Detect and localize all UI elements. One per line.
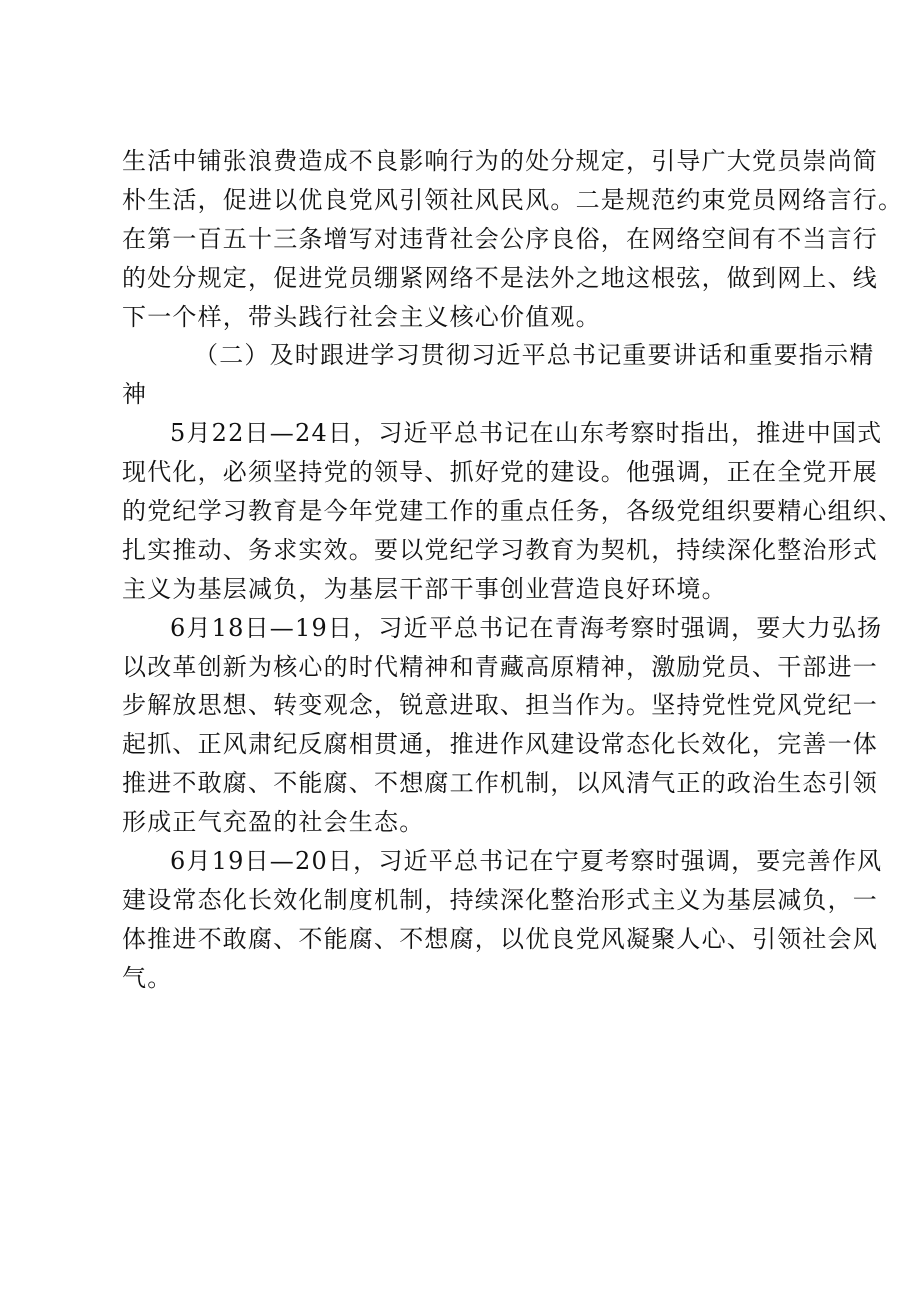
text-line: 6月19日—20日，习近平总书记在宁夏考察时强调，要完善作风 (170, 847, 883, 876)
text-line: 现代化，必须坚持党的领导、抓好党的建设。他强调，正在全党开展 (122, 458, 878, 487)
text-line: 以改革创新为核心的时代精神和青藏高原精神，激励党员、干部进一 (122, 652, 878, 681)
paragraph-ningxia (122, 842, 883, 998)
heading-line: 神 (122, 380, 148, 409)
section-heading-2 (122, 336, 875, 414)
text-line: 的处分规定，促进党员绷紧网络不是法外之地这根弦，做到网上、线 (122, 263, 878, 292)
text-line: 下一个样，带头践行社会主义核心价值观。 (122, 302, 601, 331)
text-line: 5月22日—24日，习近平总书记在山东考察时指出，推进中国式 (170, 419, 883, 448)
document-body (122, 142, 904, 998)
text-line: 形成正气充盈的社会生态。 (122, 808, 425, 837)
text-line: 朴生活，促进以优良党风引领社风民风。二是规范约束党员网络言行。 (122, 185, 904, 214)
text-line: 生活中铺张浪费造成不良影响行为的处分规定，引导广大党员崇尚简 (122, 147, 878, 175)
text-line: 体推进不敢腐、不能腐、不想腐，以优良党风凝聚人心、引领社会风 (122, 924, 878, 953)
text-line: 在第一百五十三条增写对违背社会公序良俗，在网络空间有不当言行 (122, 224, 878, 253)
text-line: 气。 (122, 963, 173, 992)
text-line: 步解放思想、转变观念，锐意进取、担当作为。坚持党性党风党纪一 (122, 691, 878, 720)
text-line: 扎实推动、务求实效。要以党纪学习教育为契机，持续深化整治形式 (122, 535, 878, 564)
text-line: 起抓、正风肃纪反腐相贯通，推进作风建设常态化长效化，完善一体 (122, 730, 878, 759)
text-line: 建设常态化长效化制度机制，持续深化整治形式主义为基层减负，一 (122, 885, 878, 914)
text-line: 主义为基层减负，为基层干部干事创业营造良好环境。 (122, 574, 727, 603)
paragraph-party-conduct (122, 142, 904, 336)
paragraph-shandong (122, 414, 904, 608)
text-line: 6月18日—19日，习近平总书记在青海考察时强调，要大力弘扬 (170, 613, 883, 642)
text-line: 的党纪学习教育是今年党建工作的重点任务，各级党组织要精心组织、 (122, 497, 904, 526)
heading-line: （二）及时跟进学习贯彻习近平总书记重要讲话和重要指示精 (194, 341, 875, 370)
text-line: 推进不敢腐、不能腐、不想腐工作机制，以风清气正的政治生态引领 (122, 769, 878, 798)
paragraph-qinghai (122, 609, 883, 842)
